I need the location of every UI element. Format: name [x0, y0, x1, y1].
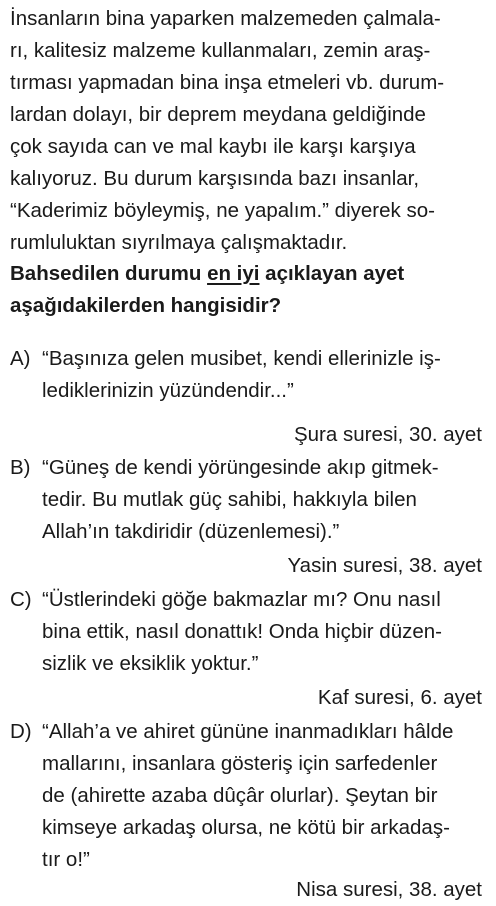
option-line: “Allah’a ve ahiret gününe inanmadıkları hâlde — [42, 720, 454, 743]
option-line: “Üstlerindeki göğe bakmazlar mı? Onu nasıl — [42, 588, 441, 611]
question-text: Bahsedilen durumu — [10, 262, 208, 285]
question-emphasis: en iyi — [207, 262, 260, 285]
option-line: de (ahirette azaba dûçâr olurlar). Şeytan bir — [42, 784, 438, 807]
passage-line: İnsanların bina yaparken malzemeden çalmala- — [10, 7, 441, 30]
passage-line: “Kaderimiz böyleymiş, ne yapalım.” diyerek so- — [10, 199, 435, 222]
option-line: Allah’ın takdiridir (düzenlemesi).” — [42, 520, 340, 543]
passage-line: çok sayıda can ve mal kaybı ile karşı karşıya — [10, 135, 416, 158]
option-line: lediklerinizin yüzündendir...” — [42, 379, 294, 402]
question-text: açıklayan ayet — [259, 262, 405, 285]
option-letter: A) — [10, 347, 31, 370]
passage-line: kalıyoruz. Bu durum karşısında bazı insanlar, — [10, 167, 420, 190]
option-line: “Başınıza gelen musibet, kendi ellerinizle iş- — [42, 347, 441, 370]
verse-source: Nisa suresi, 38. ayet — [296, 878, 482, 901]
passage-line: rı, kalitesiz malzeme kullanmaları, zemin araş- — [10, 39, 431, 62]
question-line: aşağıdakilerden hangisidir? — [10, 294, 282, 317]
option-line: kimseye arkadaş olursa, ne kötü bir arkadaş- — [42, 816, 450, 839]
passage-line: tırması yapmadan bina inşa etmeleri vb. durum- — [10, 71, 445, 94]
verse-source: Şura suresi, 30. ayet — [293, 423, 482, 446]
option-line: “Güneş de kendi yörüngesinde akıp gitmek- — [42, 456, 439, 479]
option-letter: B) — [10, 456, 31, 479]
verse-source: Kaf suresi, 6. ayet — [317, 686, 482, 709]
option-line: bina ettik, nasıl donattık! Onda hiçbir düzen- — [42, 620, 442, 643]
passage-line: lardan dolayı, bir deprem meydana geldiğinde — [10, 103, 426, 126]
option-line: mallarını, insanlara gösteriş için sarfedenler — [42, 752, 438, 775]
option-letter: C) — [10, 588, 32, 611]
question-line — [10, 264, 404, 285]
option-line: sizlik ve eksiklik yoktur.” — [42, 652, 259, 675]
verse-source: Yasin suresi, 38. ayet — [287, 554, 482, 577]
option-letter: D) — [10, 720, 32, 743]
option-line: tır o!” — [42, 848, 90, 871]
option-line: tedir. Bu mutlak güç sahibi, hakkıyla bilen — [42, 488, 417, 511]
passage-line: rumluluktan sıyrılmaya çalışmaktadır. — [10, 231, 348, 254]
